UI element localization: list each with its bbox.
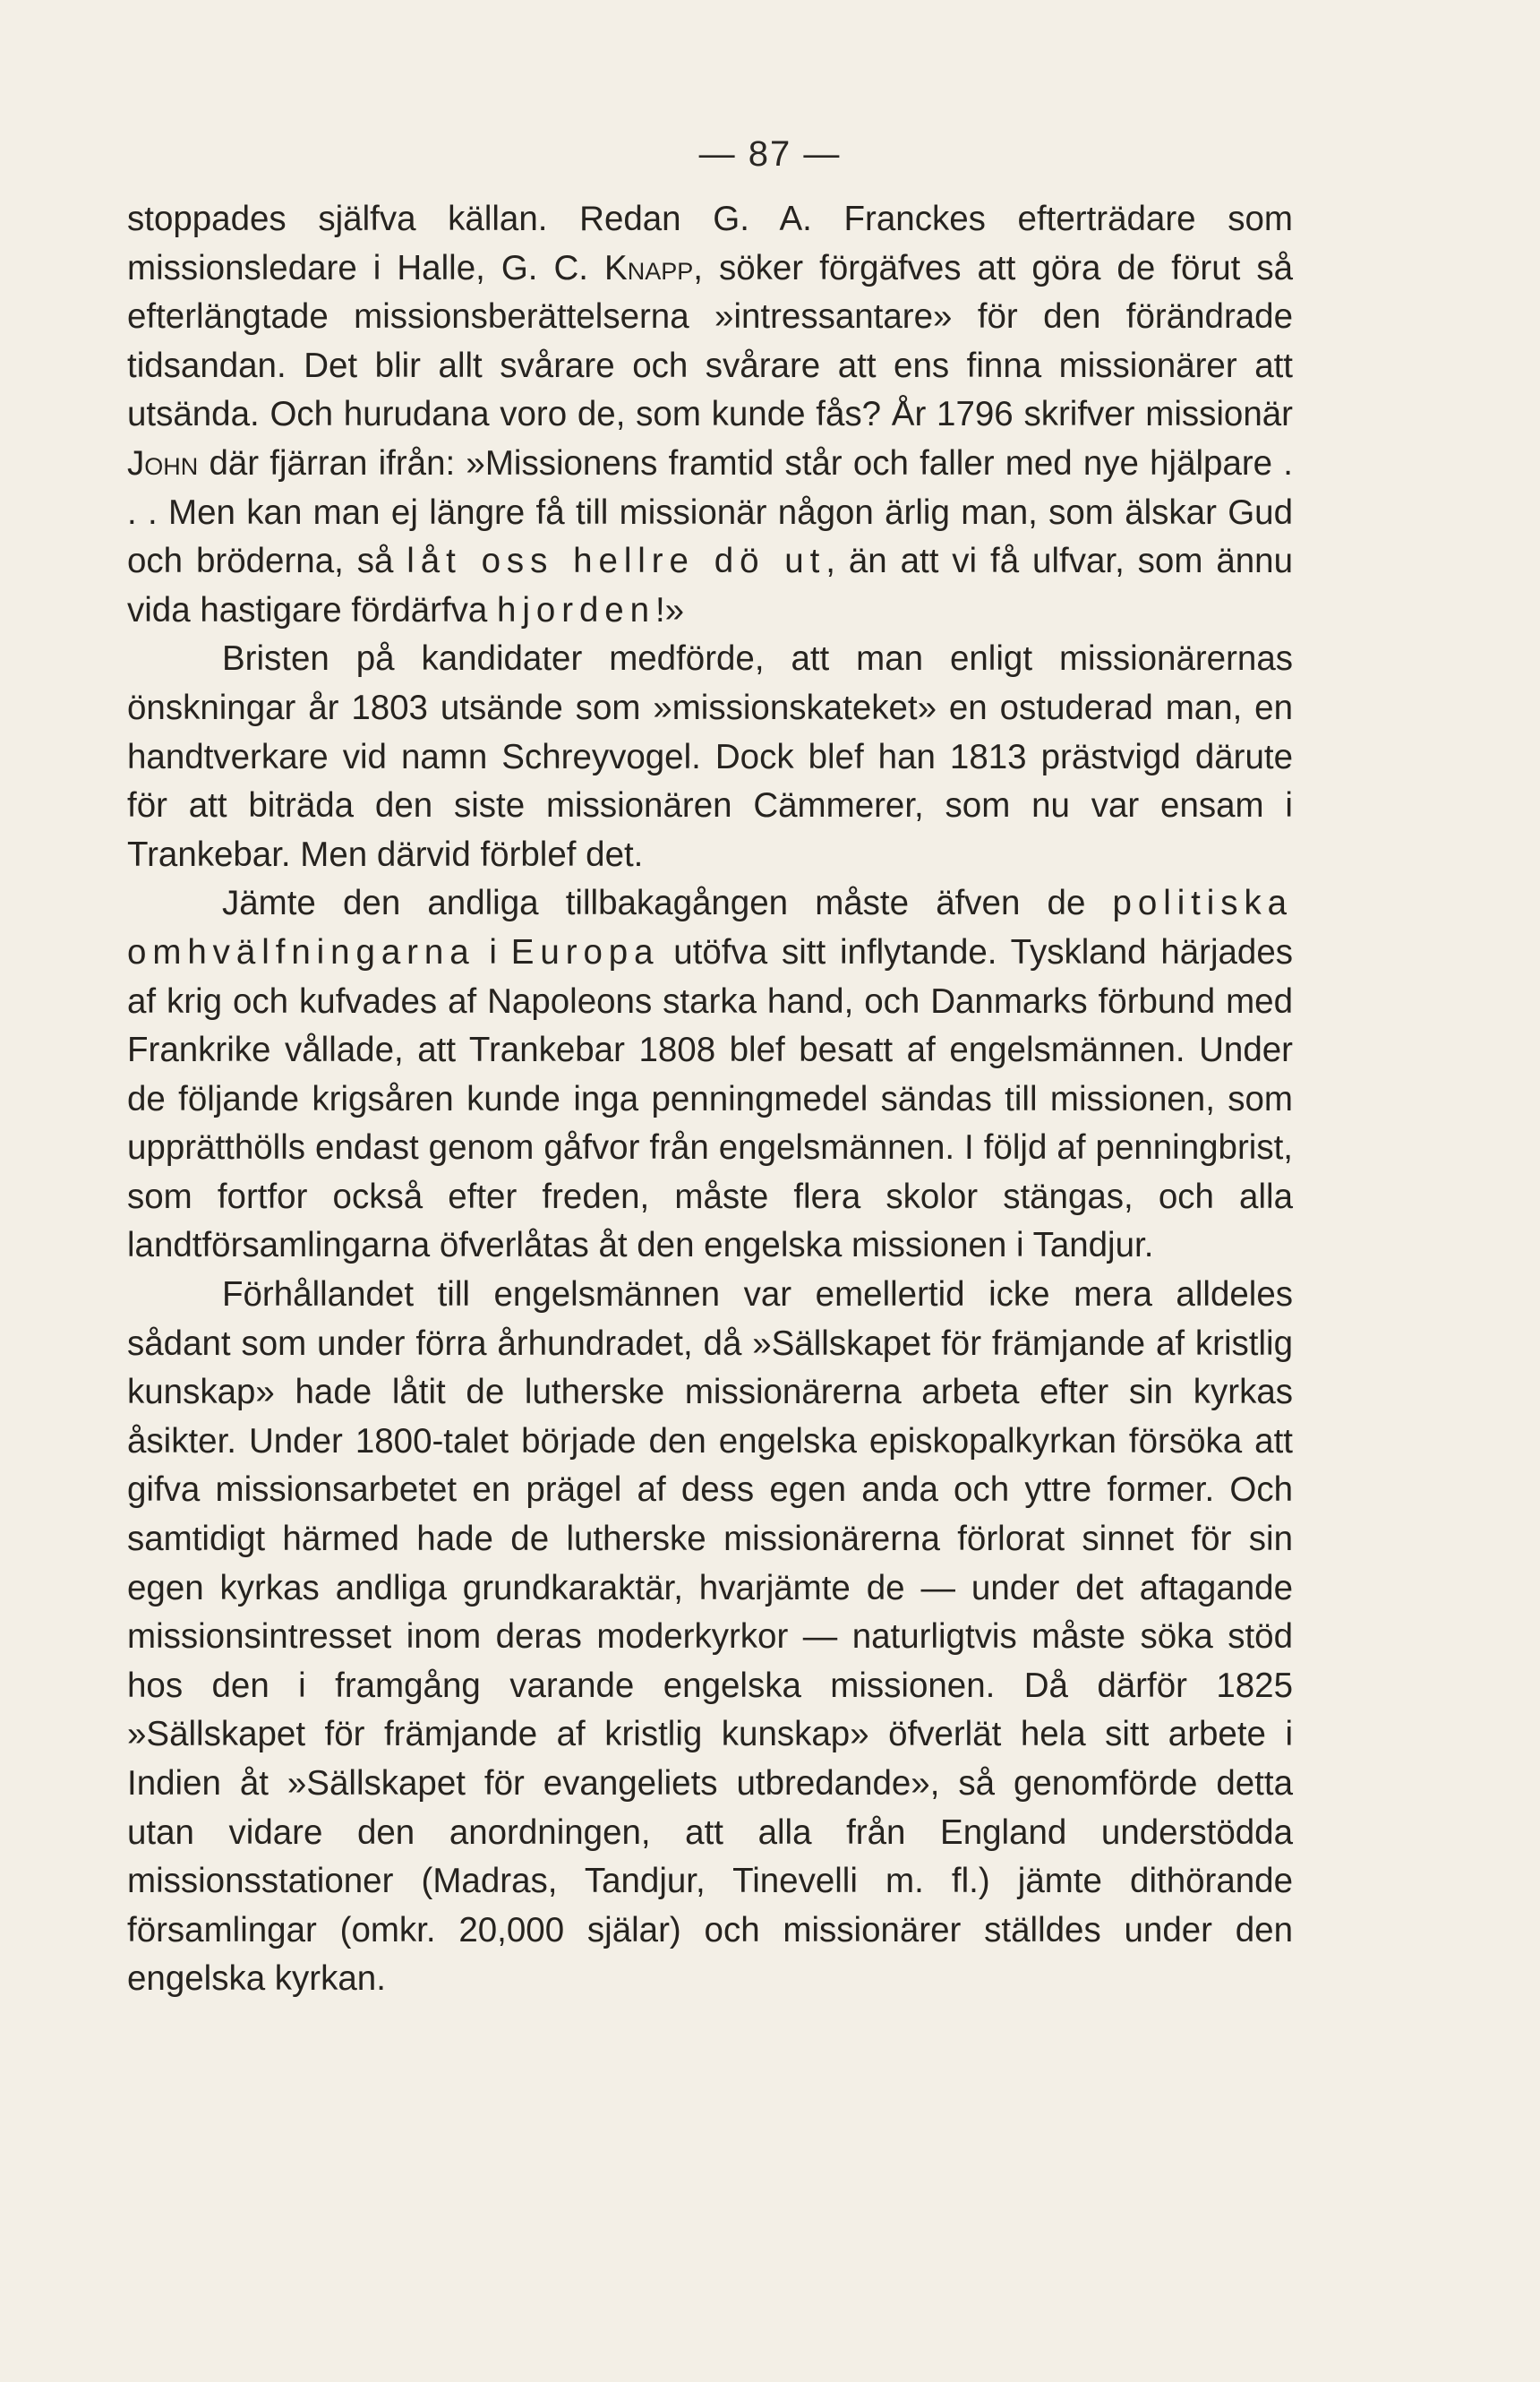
text-run: i xyxy=(475,932,511,972)
text-run: där fjärran ifrån: »Missionens framtid står och faller med nye hjälpare . . . Men kan man ej längre få till missionär någon ärlig man, som älskar Gud och bröderna, så xyxy=(127,443,1293,581)
spaced-emphasis: politiska omhvälfningarna xyxy=(127,884,1293,972)
text-run: , söker förgäfves att göra de förut så efterlängtade missionsberättelserna »intressantare» för den förändrade tidsandan. Det blir allt svårare och svårare att ens finna missionärer att utsända. Och hurudana voro de, som kunde fås? År 1796 skrifver missionär xyxy=(127,248,1294,434)
text-run: Förhållandet till engelsmännen var emellertid icke mera alldeles sådant som under förra århundradet, då »Sällskapet för främjande af kristlig kunskap» hade låtit de lutherske missionärerna arbeta efter sin kyrkas åsikter. Under 1800-talet började den engelska episkopalkyrkan försöka att gifva missionsarbetet en prägel af dess egen anda och yttre former. Och samtidigt härmed hade de lutherske missionärerna förlorat sinnet för sin egen kyrkas andliga grundkaraktär, hvarjämte de — under det aftagande missionsintresset inom deras moderkyrkor — naturligtvis måste söka stöd hos den i framgång varande engelska missionen. Då därför 1825 »Sällskapet för främjande af kristlig kunskap» öfverlät hela sitt arbete i Indien åt »Sällskapet för evangeliets utbredande», så genomförde detta utan vidare den anordningen, att alla från England understödda missionsstationer (Madras, Tandjur, Tinevelli m. fl.) jämte dithörande församlingar (omkr. 20,000 själar) och missionärer ställdes under den engelska kyrkan. xyxy=(127,1275,1293,1999)
text-run: stoppades själfva källan. Redan G. A. Franckes efterträdare som missionsledare i Halle, G. C. xyxy=(127,200,1293,287)
text-run: utöfva sitt inflytande. Tyskland härjades af krig och kufvades af Napoleons starka hand, och Danmarks förbund med Frankrike vållade, att Trankebar 1808 blef besatt af engelsmännen. Under de följande krigsåren kunde inga penningmedel sändas till missionen, som upprätthölls endast genom gåfvor från engelsmännen. I följd af penningbrist, som fortfor också efter freden, måste flera skolor stängas, och alla landtförsamlingarna öfverlåtas åt den engelska missionen i Tandjur. xyxy=(127,932,1293,1265)
spaced-emphasis: Europa xyxy=(510,932,660,972)
spaced-emphasis: hjorden xyxy=(497,590,655,630)
body-text xyxy=(127,195,1293,2004)
paragraph xyxy=(127,1271,1293,2004)
text-run: Bristen på kandidater medförde, att man enligt missionärernas önskningar år 1803 utsände som »missionskateket» en ostuderad man, en handtverkare vid namn Schreyvogel. Dock blef han 1813 prästvigd därute för att biträda den siste missionären Cämmerer, som nu var ensam i Trankebar. Men därvid förblef det. xyxy=(127,639,1293,874)
text-run: !» xyxy=(654,590,685,630)
page-number: — 87 — xyxy=(698,134,842,174)
text-run: , än att vi få ulfvar, som ännu vida hastigare fördärfva xyxy=(127,542,1293,630)
paragraph xyxy=(127,635,1293,879)
small-caps-name: Knapp xyxy=(604,248,694,287)
text-run: Jämte den andliga tillbakagången måste äfven de xyxy=(222,884,1113,923)
small-caps-name: John xyxy=(127,443,199,483)
paragraph xyxy=(127,879,1293,1271)
spaced-emphasis: låt oss hellre dö ut xyxy=(406,542,826,581)
paragraph xyxy=(127,195,1293,635)
